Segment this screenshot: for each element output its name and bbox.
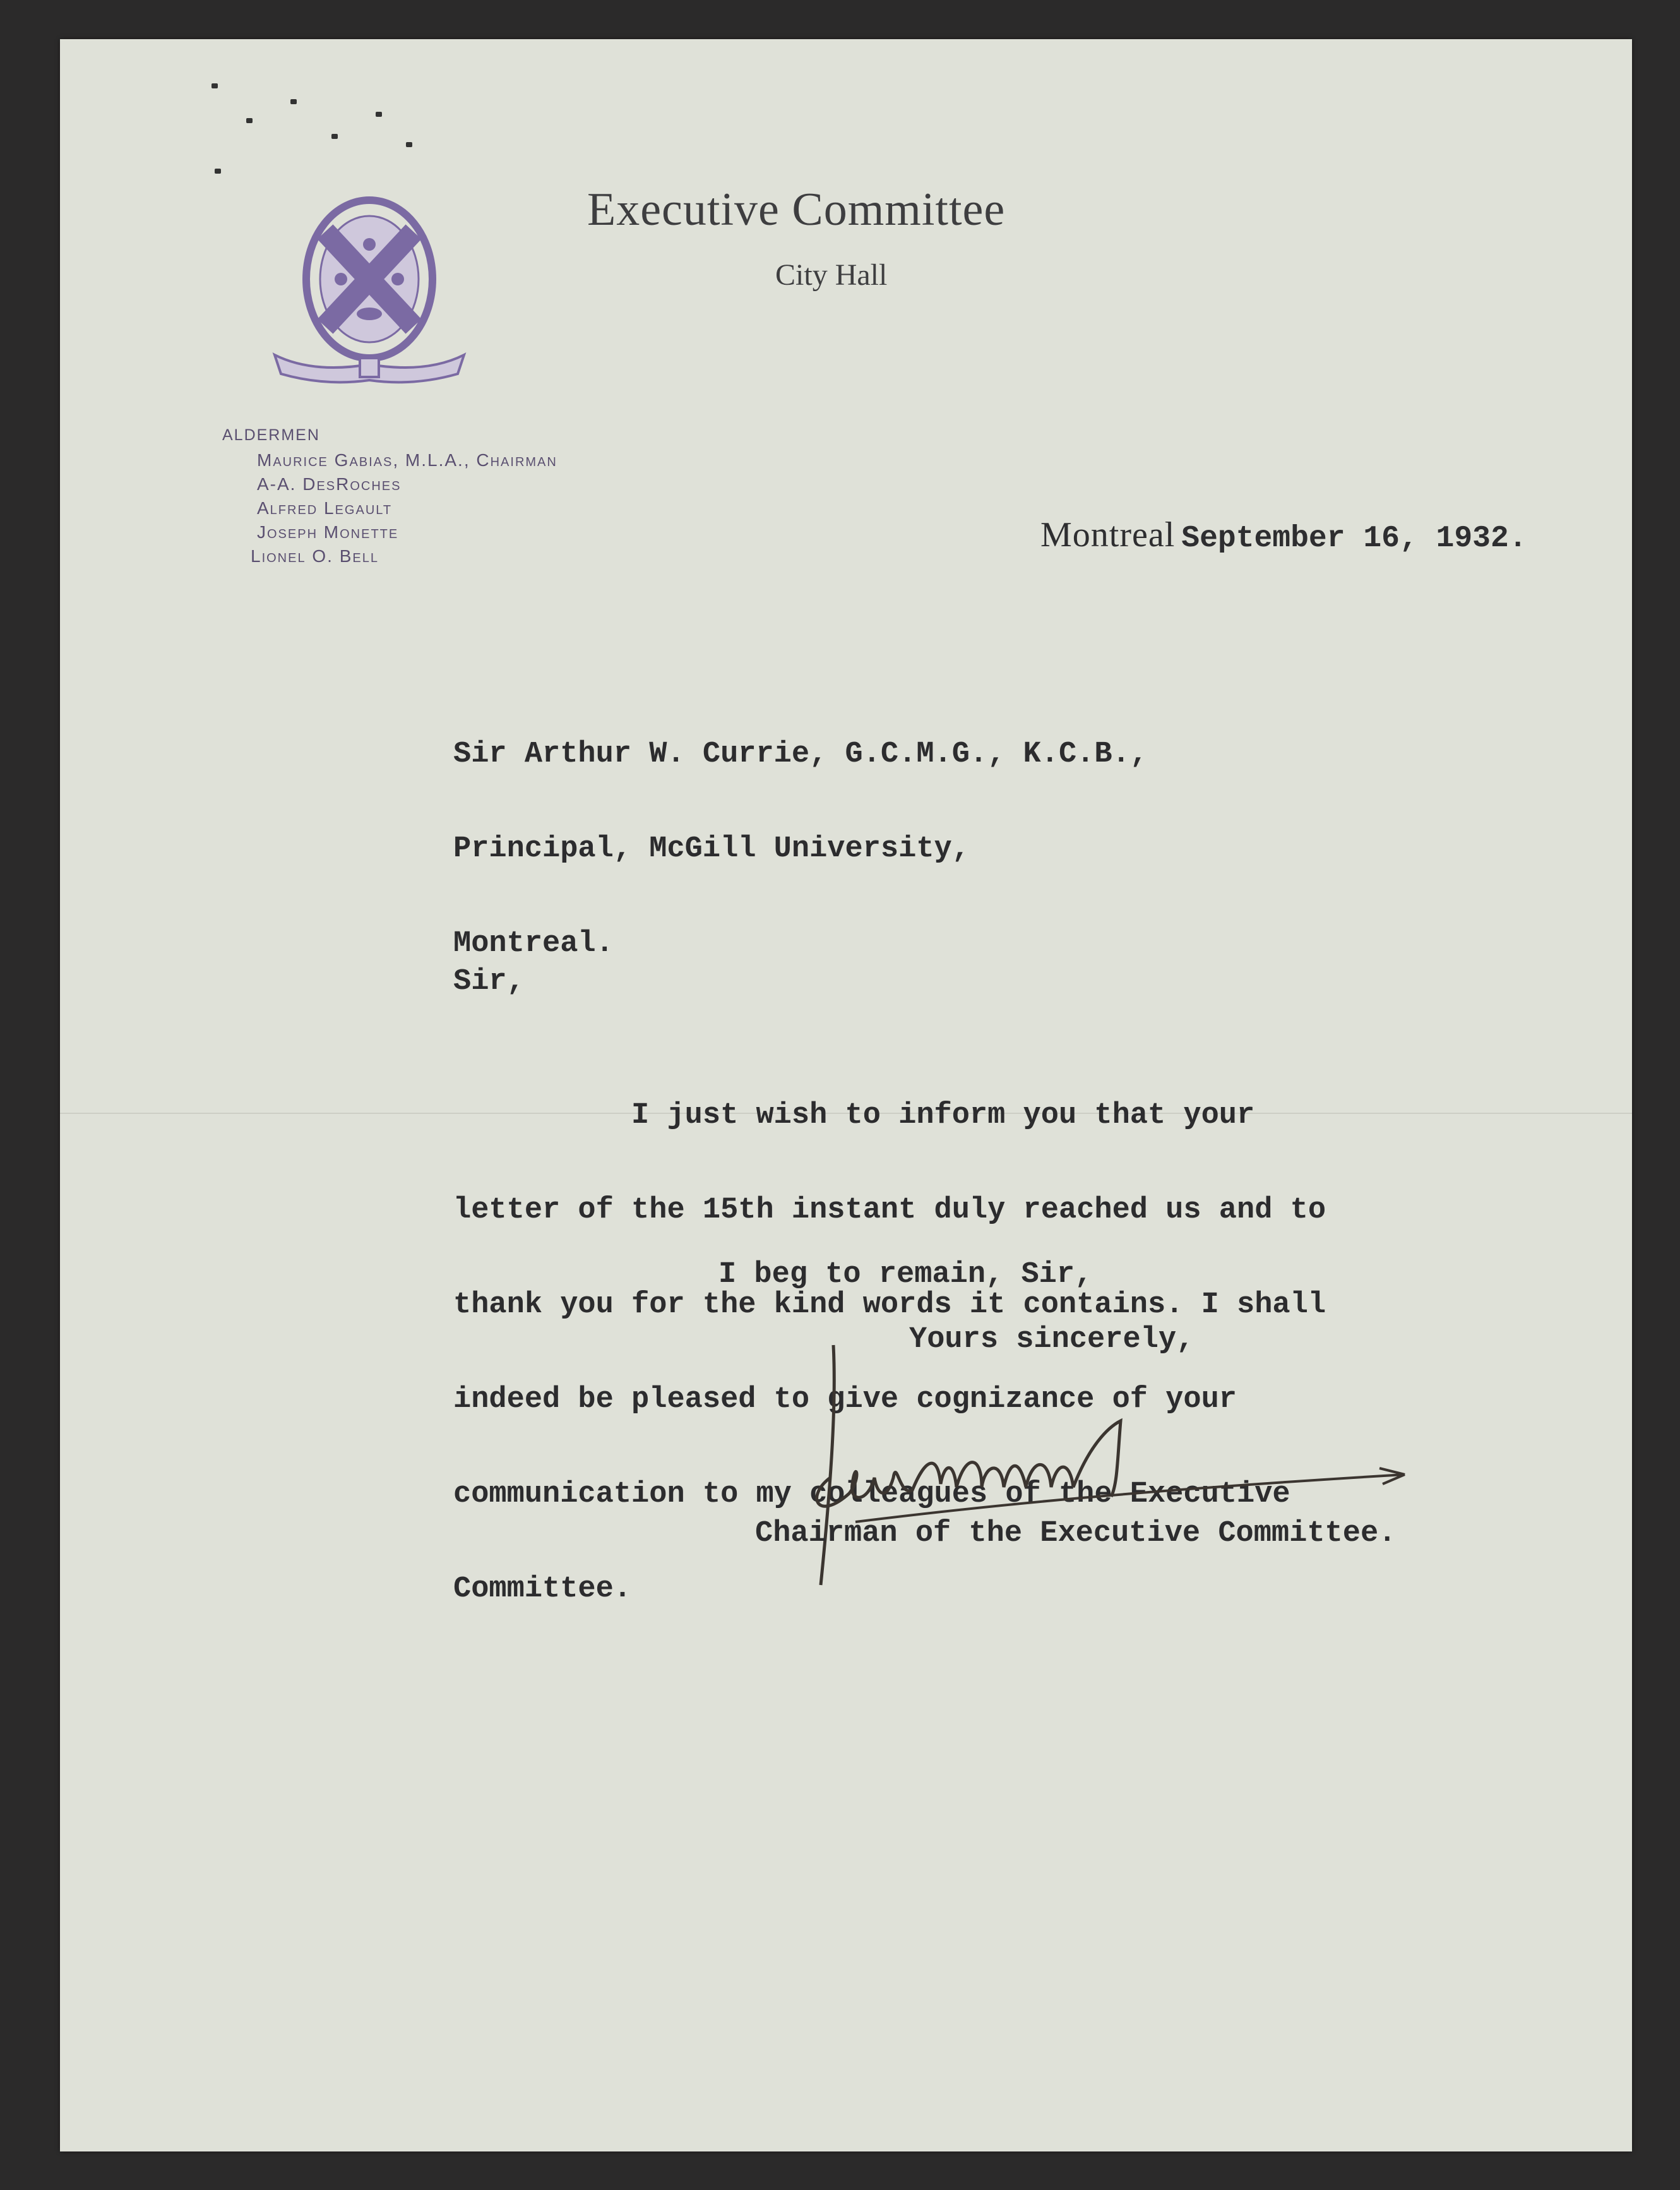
aldermen-list	[251, 448, 557, 568]
body-line: thank you for the kind words it contains. I shall	[453, 1288, 1326, 1322]
date-line	[1040, 515, 1527, 556]
date-value: September 16, 1932.	[1181, 522, 1527, 556]
body-line: I just wish to inform you that your	[453, 1099, 1255, 1132]
alderman-name: Maurice Gabias, M.L.A., Chairman	[257, 450, 557, 470]
body-line: communication to my colleagues of the Executive	[453, 1478, 1290, 1511]
closing-line: I beg to remain, Sir,	[718, 1258, 1093, 1291]
aldermen-block	[222, 426, 557, 568]
signer-title: Chairman of the Executive Committee.	[755, 1517, 1397, 1550]
recipient-line: Principal, McGill University,	[453, 832, 970, 866]
letterhead-title: Executive Committee	[587, 184, 1006, 236]
alderman-name: Alfred Legault	[257, 498, 393, 518]
alderman-name: A-A. DesRoches	[257, 474, 402, 494]
alderman-name: Lionel O. Bell	[251, 546, 379, 566]
aldermen-heading: ALDERMEN	[222, 426, 320, 444]
body-line: indeed be pleased to give cognizance of your	[453, 1383, 1237, 1416]
body-line: letter of the 15th instant duly reached us and to	[453, 1194, 1326, 1227]
recipient-address	[453, 676, 1148, 991]
alderman-name: Joseph Monette	[257, 522, 399, 542]
recipient-line: Montreal.	[453, 927, 614, 960]
recipient-line: Sir Arthur W. Currie, G.C.M.G., K.C.B.,	[453, 738, 1148, 771]
body-line: Committee.	[453, 1572, 632, 1606]
salutation: Sir,	[453, 965, 525, 998]
city-seal-emblem	[224, 184, 502, 399]
date-place: Montreal	[1040, 515, 1176, 554]
letterhead-subtitle: City Hall	[775, 258, 888, 292]
valediction: Yours sincerely,	[909, 1323, 1194, 1356]
handwritten-signature	[792, 1332, 1424, 1598]
